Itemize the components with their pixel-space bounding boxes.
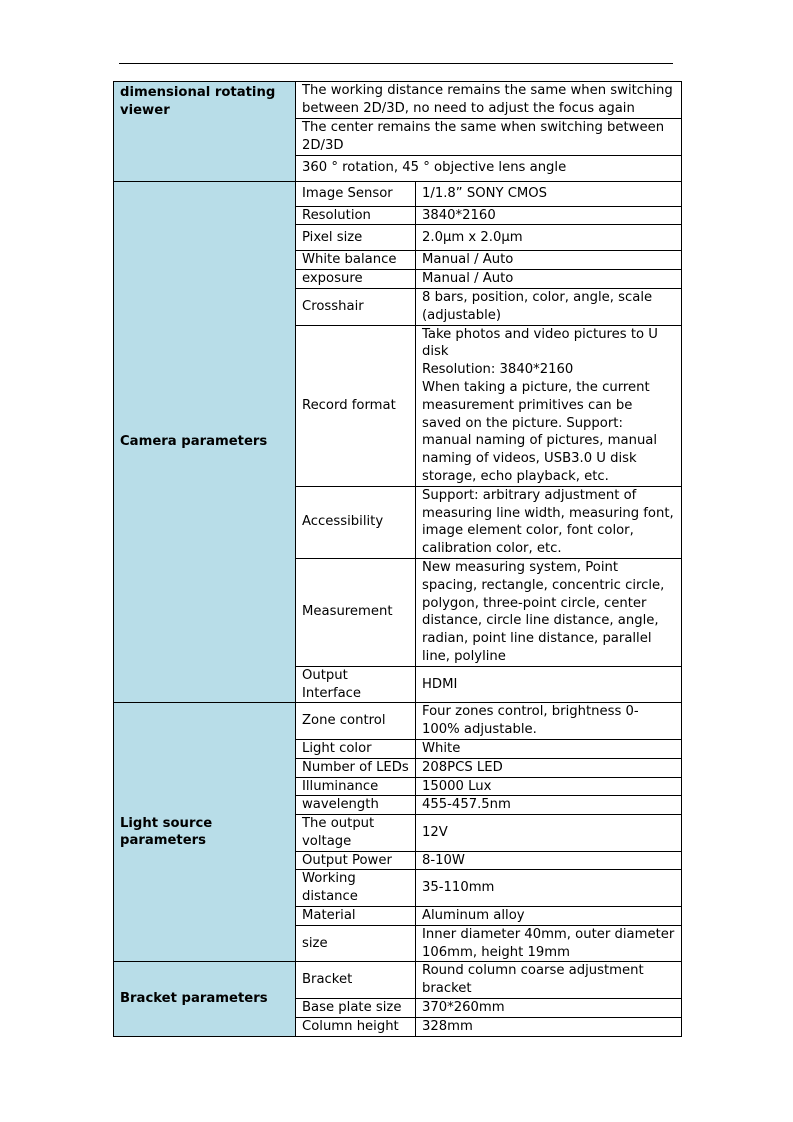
param-value: 328mm bbox=[416, 1017, 682, 1036]
param-value: 15000 Lux bbox=[416, 777, 682, 796]
param-name: Image Sensor bbox=[296, 181, 416, 206]
param-name: Material bbox=[296, 907, 416, 926]
param-name: Light color bbox=[296, 739, 416, 758]
param-name: The output voltage bbox=[296, 815, 416, 852]
param-value: Support: arbitrary adjustment of measuring line width, measuring font, image element color, font color, calibration color, etc. bbox=[416, 486, 682, 558]
camera-group-label: Camera parameters bbox=[114, 181, 296, 703]
param-value: 1/1.8” SONY CMOS bbox=[416, 181, 682, 206]
spec-table bbox=[113, 81, 682, 1037]
param-name: Output Power bbox=[296, 851, 416, 870]
param-value: Aluminum alloy bbox=[416, 907, 682, 926]
param-value: 455-457.5nm bbox=[416, 796, 682, 815]
param-name: White balance bbox=[296, 251, 416, 270]
param-name: Crosshair bbox=[296, 288, 416, 325]
param-value: New measuring system, Point spacing, rectangle, concentric circle, polygon, three-point circle, center distance, circle line distance, angle, radian, point line distance, parallel line, polyline bbox=[416, 558, 682, 666]
param-name: exposure bbox=[296, 270, 416, 289]
param-value: 370*260mm bbox=[416, 999, 682, 1018]
param-name: Zone control bbox=[296, 703, 416, 740]
param-value: Four zones control, brightness 0-100% adjustable. bbox=[416, 703, 682, 740]
param-name: Record format bbox=[296, 325, 416, 486]
viewer-group-label: dimensional rotating viewer bbox=[114, 82, 296, 182]
param-name: Base plate size bbox=[296, 999, 416, 1018]
param-value: 35-110mm bbox=[416, 870, 682, 907]
param-value: 12V bbox=[416, 815, 682, 852]
param-name: Resolution bbox=[296, 206, 416, 225]
param-name: Pixel size bbox=[296, 225, 416, 251]
light-group-label: Light source parameters bbox=[114, 703, 296, 962]
param-name: size bbox=[296, 925, 416, 962]
bracket-group-label: Bracket parameters bbox=[114, 962, 296, 1036]
param-value: 208PCS LED bbox=[416, 758, 682, 777]
param-name: Bracket bbox=[296, 962, 416, 999]
param-name: Measurement bbox=[296, 558, 416, 666]
param-name: Accessibility bbox=[296, 486, 416, 558]
param-name: Number of LEDs bbox=[296, 758, 416, 777]
viewer-feature: The working distance remains the same when switching between 2D/3D, no need to adjust the focus again bbox=[296, 82, 682, 119]
header-rule bbox=[119, 63, 673, 64]
param-value: White bbox=[416, 739, 682, 758]
param-value: Manual / Auto bbox=[416, 251, 682, 270]
param-name: Column height bbox=[296, 1017, 416, 1036]
viewer-feature: 360 ° rotation, 45 ° objective lens angle bbox=[296, 155, 682, 181]
param-value: Round column coarse adjustment bracket bbox=[416, 962, 682, 999]
param-value: 8-10W bbox=[416, 851, 682, 870]
param-name: Illuminance bbox=[296, 777, 416, 796]
param-value: Inner diameter 40mm, outer diameter 106mm, height 19mm bbox=[416, 925, 682, 962]
param-name: wavelength bbox=[296, 796, 416, 815]
param-name: Working distance bbox=[296, 870, 416, 907]
param-value: 3840*2160 bbox=[416, 206, 682, 225]
param-value: HDMI bbox=[416, 666, 682, 703]
param-value: Manual / Auto bbox=[416, 270, 682, 289]
param-value: Take photos and video pictures to U disk Resolution: 3840*2160 When taking a picture, the current measurement primitives can be saved on the picture. Support: manual naming of pictures, manual naming of videos, USB3.0 U disk storage, echo playback, etc. bbox=[416, 325, 682, 486]
param-name: Output Interface bbox=[296, 666, 416, 703]
param-value: 2.0μm x 2.0μm bbox=[416, 225, 682, 251]
viewer-feature: The center remains the same when switching between 2D/3D bbox=[296, 119, 682, 156]
param-value: 8 bars, position, color, angle, scale (adjustable) bbox=[416, 288, 682, 325]
